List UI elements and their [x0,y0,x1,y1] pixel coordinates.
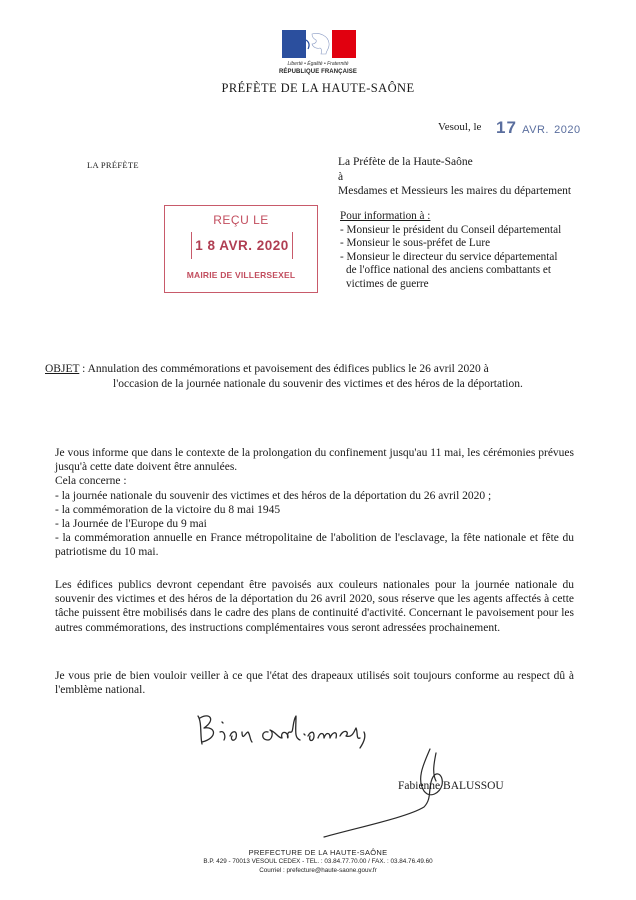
footer-email: Courriel : prefecture@haute-saone.gouv.fr [259,867,377,874]
date-label: Vesoul, le [438,121,482,133]
republic-motto: Liberté • Égalité • Fraternité [287,61,349,67]
republic-name: RÉPUBLIQUE FRANÇAISE [278,69,357,75]
body-list-item: - la Journée de l'Europe du 9 mai [55,518,207,531]
information-block [340,210,561,292]
body-text: Cela concerne : [55,475,127,488]
footer-title: PREFECTURE DE LA HAUTE-SAÔNE [248,848,388,857]
footer-address: B.P. 429 - 70013 VESOUL CEDEX - TEL. : 03.84.77.70.00 / FAX. : 03.84.76.49.60 [203,858,433,865]
body-paragraph-3: Je vous prie de bien vouloir veiller à ce que l'état des drapeaux utilisés soit toujours conforme au respect dû à l'emblème national. [55,670,574,697]
sender-label: LA PRÉFÈTE [87,160,139,170]
information-item: - Monsieur le directeur du service départemental [340,250,558,263]
recipient-from: La Préfète de la Haute-Saône [338,156,473,168]
body-text: Je vous informe que dans le contexte de la prolongation du confinement jusqu'au 11 mai, les cérémonies prévues jusqu'à cette date doivent être annulées. [55,447,574,474]
object-line-2: l'occasion de la journée nationale du souvenir des victimes et des héros de la déportation. [113,377,523,390]
body-paragraph-1 [55,446,574,560]
stamp-received-label: REÇU LE [213,213,269,227]
recipient-to: Mesdames et Messieurs les maires du département [338,185,572,197]
date-day: 17 [496,118,517,137]
information-item: de l'office national des anciens combattants et [346,264,551,277]
received-stamp [164,205,318,293]
information-title: Pour information à : [340,210,431,222]
information-item: victimes de guerre [346,277,429,290]
object-label: OBJET [45,363,80,375]
date-month: AVR. [522,124,549,136]
information-item: - Monsieur le sous-préfet de Lure [340,237,491,250]
stamp-town-hall: MAIRIE DE VILLERSEXEL [186,270,296,280]
signatory-name: Fabienne BALUSSOU [398,780,504,792]
recipient-to-word: à [338,170,344,183]
signature-flourish [320,745,535,840]
marianne-logo [282,30,356,58]
body-paragraph-2: Les édifices publics devront cependant être pavoisés aux couleurs nationales pour la journée nationale du souvenir des victimes et des héros de la déportation du 26 avril 2020, sous réserve que les agents affectés à cette tâche puissent être mobilisés dans le cadre des plans de continuité d'activité. Concernant le pavoisement pour les autres commémorations, des instructions complémentaires vous seront adressées prochainement. [55,579,574,634]
department-title: PRÉFÈTE DE LA HAUTE-SAÔNE [221,81,415,95]
recipients-block [338,155,571,199]
stamp-date: 1 8 AVR. 2020 [191,232,293,259]
date-stamp [496,118,581,138]
object-block [45,362,593,391]
object-line-1: : Annulation des commémorations et pavoisement des édifices publics le 26 avril 2020 à [82,363,489,375]
body-list-item: - la commémoration annuelle en France métropolitaine de l'abolition de l'esclavage, la fête nationale et fête du patriotisme du 10 mai. [55,532,574,559]
information-item: - Monsieur le président du Conseil départemental [340,223,562,236]
date-year: 2020 [554,124,581,136]
body-list-item: - la commémoration de la victoire du 8 mai 1945 [55,503,281,516]
body-list-item: - la journée nationale du souvenir des victimes et des héros de la déportation du 26 avril 2020 ; [55,489,492,502]
